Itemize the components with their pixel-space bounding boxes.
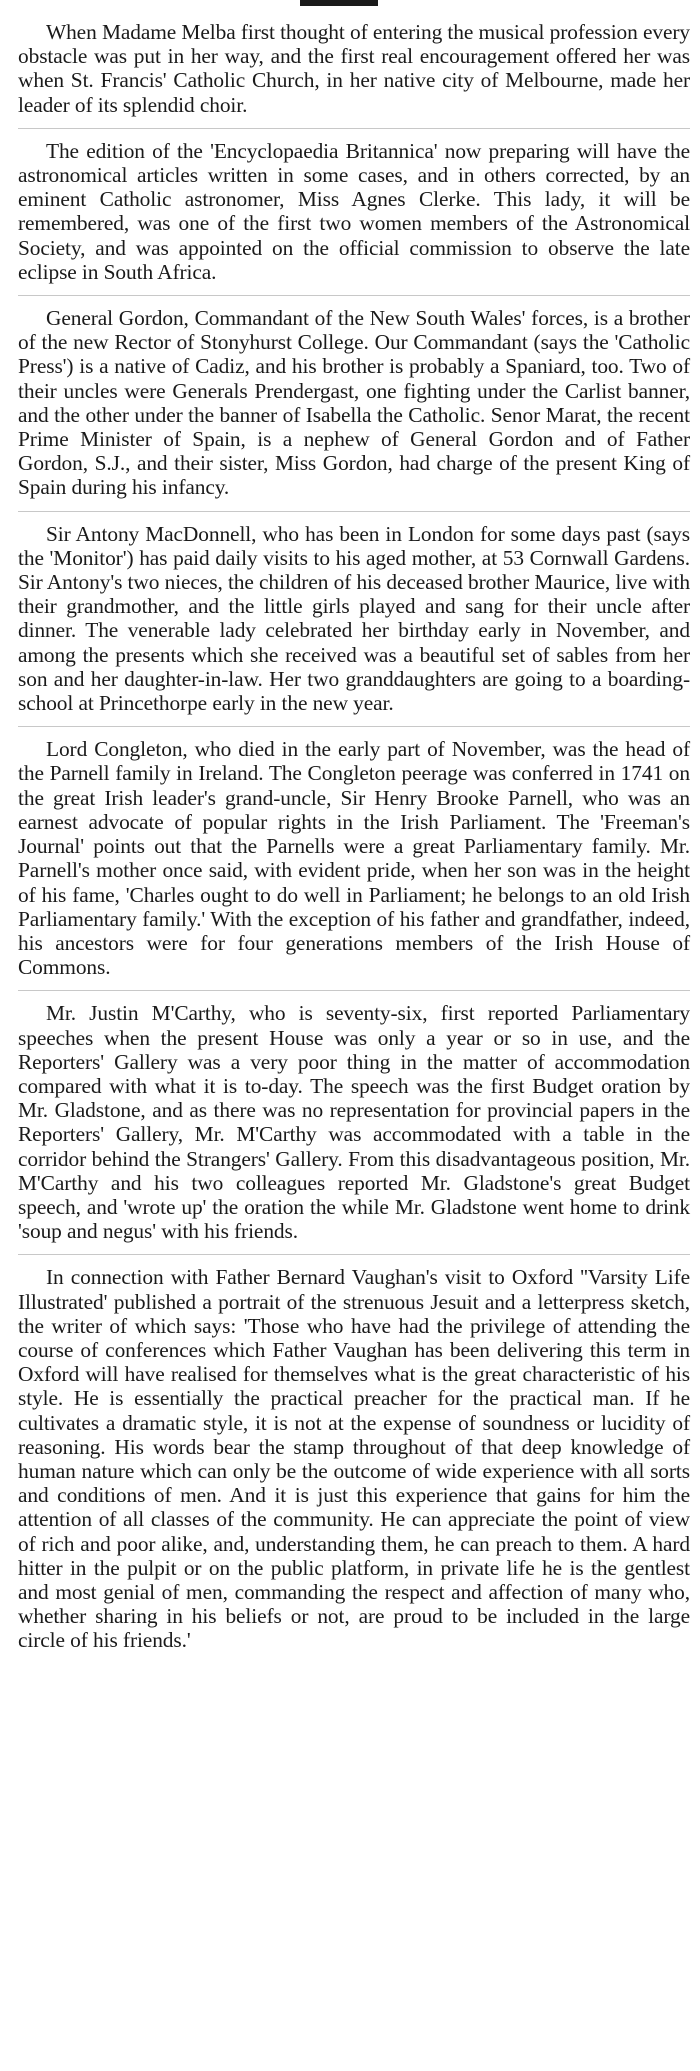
paragraph-congleton: Lord Congleton, who died in the early part of November, was the head of the Parnell family in Ireland. The Congleton peerage was conferred in 1741 on the great Irish leader's grand-uncle, Sir Henry Brooke Parnell, who was an earnest advocate of popular rights in the Irish Parliament. The 'Freeman's Journal' points out that the Parnells were a great Parliamentary family. Mr. Parnell's mother once said, with evident pride, when her son was in the height of his fame, 'Charles ought to do well in Parliament; he belongs to an old Irish Parliamentary family.' With the exception of his father and grandfather, indeed, his ancestors were for four generations members of the Irish House of Commons.	[18, 737, 690, 980]
paragraph-vaughan: In connection with Father Bernard Vaughan's visit to Oxford ''Varsity Life Illustrated' published a portrait of the strenuous Jesuit and a letterpress sketch, the writer of which says: 'Those who have had the privilege of attending the course of conferences which Father Vaughan has been delivering this term in Oxford will have realised for themselves what is the great characteristic of his style. He is essentially the practical preacher for the practical man. If he cultivates a dramatic style, it is not at the expense of soundness or lucidity of reasoning. His words bear the stamp throughout of that deep knowledge of human nature which can only be the outcome of wide experience with all sorts and conditions of men. And it is just this experience that gains for him the attention of all classes of the community. He can appreciate the point of view of rich and poor alike, and, understanding them, he can preach to them. A hard hitter in the pulpit or on the public platform, in private life he is the gentlest and most genial of men, commanding the respect and affection of many who, whether sharing in his beliefs or not, are proud to be included in the large circle of his friends.'	[18, 1265, 690, 1653]
top-column-rule	[300, 0, 378, 6]
paragraph-divider	[18, 1254, 690, 1255]
paragraph-melba: When Madame Melba first thought of entering the musical profession every obstacle was put in her way, and the first real encouragement offered her was when St. Francis' Catholic Church, in her native city of Melbourne, made her leader of its splendid choir.	[18, 20, 690, 117]
paragraph-divider	[18, 511, 690, 512]
paragraph-divider	[18, 128, 690, 129]
paragraph-divider	[18, 990, 690, 991]
paragraph-gordon: General Gordon, Commandant of the New South Wales' forces, is a brother of the new Rector of Stonyhurst College. Our Commandant (says the 'Catholic Press') is a native of Cadiz, and his brother is probably a Spaniard, too. Two of their uncles were Generals Prendergast, one fighting under the Carlist banner, and the other under the banner of Isabella the Catholic. Senor Marat, the recent Prime Minister of Spain, is a nephew of General Gordon and of Father Gordon, S.J., and their sister, Miss Gordon, had charge of the present King of Spain during his infancy.	[18, 306, 690, 500]
paragraph-divider	[18, 295, 690, 296]
paragraph-macdonnell: Sir Antony MacDonnell, who has been in London for some days past (says the 'Monitor') has paid daily visits to his aged mother, at 53 Cornwall Gardens. Sir Antony's two nieces, the children of his deceased brother Maurice, live with their grandmother, and the little girls played and sang for their uncle after dinner. The venerable lady celebrated her birthday early in November, and among the presents which she received was a beautiful set of sables from her son and her daughter-in-law. Her two granddaughters are going to a boarding-school at Princethorpe early in the new year.	[18, 521, 690, 716]
article-column	[18, 20, 690, 1664]
paragraph-mccarthy: Mr. Justin M'Carthy, who is seventy-six, first reported Parliamentary speeches when the present House was only a year or so in use, and the Reporters' Gallery was a very poor thing in the matter of accommodation compared with what it is to-day. The speech was the first Budget oration by Mr. Gladstone, and as there was no representation for provincial papers in the Reporters' Gallery, Mr. M'Carthy was accommodated with a table in the corridor behind the Strangers' Gallery. From this disadvantageous position, Mr. M'Carthy and his two colleagues reported Mr. Gladstone's great Budget speech, and 'wrote up' the oration the while Mr. Gladstone went home to drink 'soup and negus' with his friends.	[18, 1001, 690, 1244]
paragraph-divider	[18, 726, 690, 727]
paragraph-encyclopaedia: The edition of the 'Encyclopaedia Britannica' now preparing will have the astronomical articles written in some cases, and in others corrected, by an eminent Catholic astronomer, Miss Agnes Clerke. This lady, it will be remembered, was one of the first two women members of the Astronomical Society, and was appointed on the official commission to observe the late eclipse in South Africa.	[18, 138, 690, 284]
